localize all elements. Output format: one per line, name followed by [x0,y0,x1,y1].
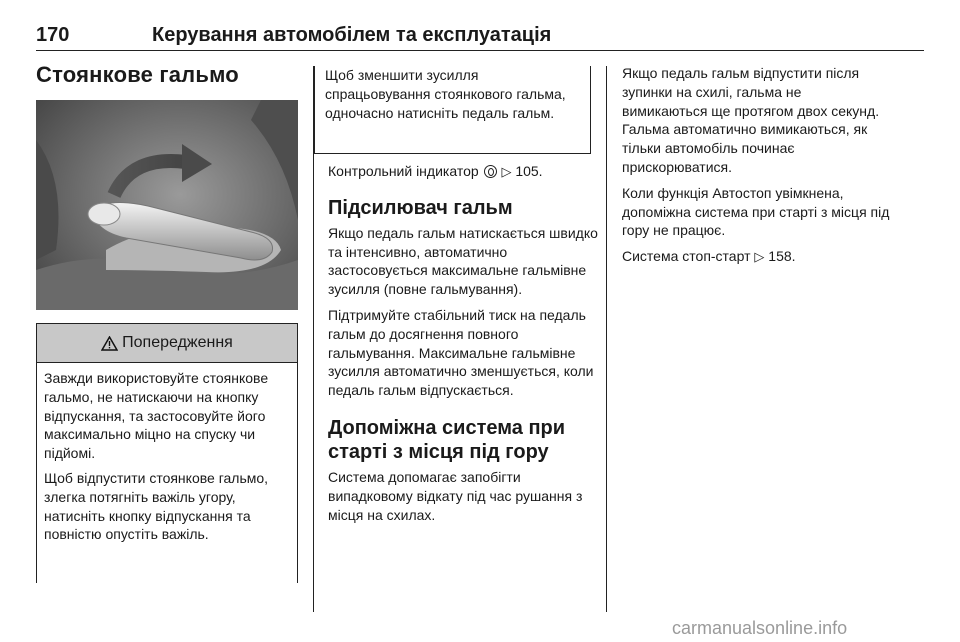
indicator-page-ref[interactable]: 105. [515,163,543,179]
brake-assist-paragraph-2: Підтримуйте стабільний тиск на педаль гальм до досягнення повного гальмування. Максимальне гальмівне зусилля автоматично зменшується, коли педаль гальм відпускається. [328,306,594,399]
hill-start-intro: Система допомагає запобігти випадковому відкату під час рушання з місця на схилах. [328,468,583,523]
brake-indicator-icon [484,165,497,178]
section-title: Стоянкове гальмо [36,62,239,87]
hill-start-paragraph-2: Коли функція Автостоп увімкнена, допоміжна система при старті з місця під гору не працює. [622,184,890,239]
warning-paragraph-1: Завжди використовуйте стоянкове гальмо, не натискаючи на кнопку відпускання, та застосовуйте його максимально міцно на спуску чи підйомі. [44,370,269,462]
tip-box [314,66,591,154]
hill-start-heading: Допоміжна система при старті з місця під гору [328,416,566,463]
hill-start-paragraph-1: Якщо педаль гальм відпустити після зупинки на схилі, гальма не вимикаються ще протягом двох секунд. Гальма автоматично вимикаються, як тільки автомобіль починає прискорюватися. [622,65,880,175]
triangle-ref-icon: ▷ [754,249,765,265]
tip-text: Щоб зменшити зусилля спрацьовування стоянкового гальма, одночасно натисніть педаль гальм. [325,67,566,121]
watermark: carmanualsonline.info [672,618,848,638]
indicator-text: Контрольний індикатор [328,163,479,179]
warning-paragraph-2: Щоб відпустити стоянкове гальмо, злегка потягніть важіль угору, натисніть кнопку відпускання та повністю опустіть важіль. [44,469,269,543]
parking-brake-illustration [36,100,298,310]
brake-assist-paragraph-1: Якщо педаль гальм натискається швидко та інтенсивно, автоматично застосовується максимальне гальмівне зусилля (повне гальмування). [328,224,598,298]
warning-triangle-icon [101,336,118,351]
warning-box [36,323,298,583]
warning-body [37,363,297,544]
page-number: 170 [36,24,70,46]
column-separator-2 [606,66,607,612]
stop-start-ref-line [622,247,890,267]
column-2 [328,162,600,531]
column-3 [622,64,890,274]
stop-start-page-ref[interactable]: 158. [768,248,796,265]
warning-title: Попередження [122,334,233,351]
stop-start-ref-text: Система стоп-старт [622,248,751,265]
triangle-ref-icon: ▷ [501,164,512,179]
running-head: Керування автомобілем та експлуатація [152,24,552,46]
brake-assist-heading: Підсилювач гальм [328,196,513,219]
warning-header [37,324,297,363]
page-header [36,20,924,51]
indicator-line [328,162,600,182]
